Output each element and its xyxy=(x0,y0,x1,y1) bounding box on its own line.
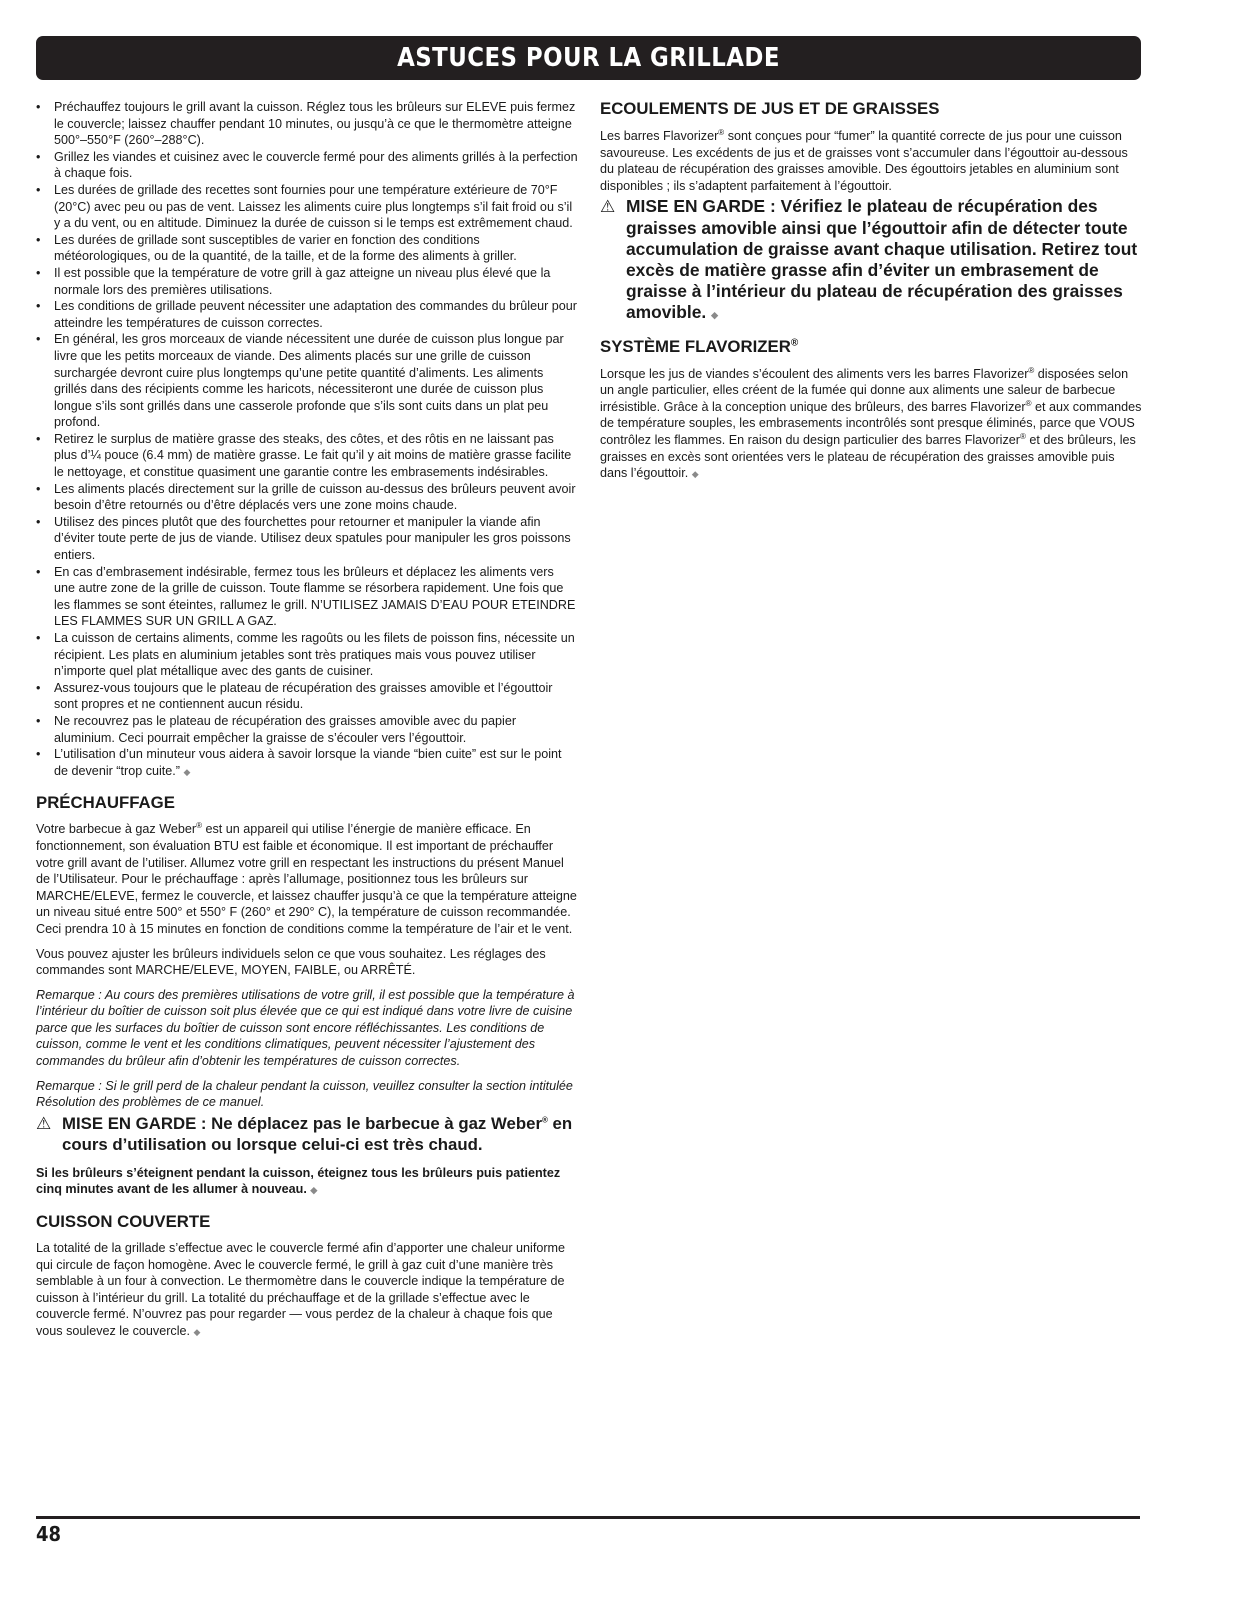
drippings-paragraph: Les barres Flavorizer® sont conçues pour “fumer” la quantité correcte de jus pour une cuisson savoureuse. Les excédents de jus et de graisses vont s’accumuler dans l’égouttoir au-dessous du plateau de récupération des graisses amovible. Des égouttoirs jetables en aluminium sont disponibles ; ils s’adaptent parfaitement à l’égouttoir. xyxy=(600,127,1128,193)
tip-item: • Retirez le surplus de matière grasse des steaks, des côtes, et des rôtis en ne laissant pas plus d’¼ pouce (6.4 mm) de matière grasse. Le fait qu’il y ait moins de matière grasse facilite le nettoyage, et constitue quasiment une garantie contre les embrasements indésirables. xyxy=(36,431,578,481)
page-number: 48 xyxy=(36,1522,62,1546)
tip-item: • Les durées de grillade des recettes sont fournies pour une température extérieure de 70°F (20°C) avec peu ou pas de vent. Laissez les aliments cuire plus longtemps s’il fait froid ou s’il y a du vent, ou en altitude. Diminuez la durée de cuisson si le temps est extrêmement chaud. xyxy=(36,182,578,232)
preheat-warning: ⚠ MISE EN GARDE : Ne déplacez pas le barbecue à gaz Weber® en cours d’utilisation ou lorsque celui-ci est très chaud. xyxy=(36,1113,573,1154)
right-column xyxy=(600,99,1143,483)
left-column xyxy=(36,99,578,1341)
tip-item-last xyxy=(36,746,578,780)
tip-item: • Il est possible que la température de votre grill à gaz atteigne un niveau plus élevé que la normale lors des premières utilisations. xyxy=(36,265,578,298)
tip-text: L’utilisation d’un minuteur vous aidera à savoir lorsque la viande “bien cuite” est sur le point de devenir “trop cuite.” xyxy=(54,747,562,778)
warning-triangle-icon: ⚠ xyxy=(36,1113,52,1133)
tip-item: • En cas d’embrasement indésirable, fermez tous les brûleurs et déplacez les aliments vers une autre zone de la grille de cuisson. Toute flamme se résorbera rapidement. Une fois que les flammes se sont éteintes, rallumez le grill. N’UTILISEZ JAMAIS D’EAU POUR ETEINDRE LES FLAMMES SUR UN GRILL A GAZ. xyxy=(36,564,578,630)
preheat-burner-note: Si les brûleurs s’éteignent pendant la cuisson, éteignez tous les brûleurs puis patientez cinq minutes avant de les allumer à nouveau. ◆ xyxy=(36,1165,561,1197)
tip-item: • Ne recouvrez pas le plateau de récupération des graisses amovible avec du papier aluminium. Ceci pourrait empêcher la graisse de s’écouler vers l’égouttoir. xyxy=(36,713,578,746)
tip-item: • La cuisson de certains aliments, comme les ragoûts ou les filets de poisson fins, nécessite un récipient. Les plats en aluminium jetables sont très pratiques mais vous pouvez utiliser n’importe quel plat métallique avec des gants de cuisiner. xyxy=(36,630,578,680)
tip-item: • Préchauffez toujours le grill avant la cuisson. Réglez tous les brûleurs sur ELEVE puis fermez le couvercle; laissez chauffer pendant 10 minutes, ou jusqu’à ce que le thermomètre atteigne 500°–550°F (260°–288°C). xyxy=(36,99,578,149)
footer-rule xyxy=(36,1516,1140,1519)
warning-triangle-icon: ⚠ xyxy=(600,197,616,217)
page-title: ASTUCES POUR LA GRILLADE xyxy=(397,43,780,73)
end-mark-icon: ◆ xyxy=(691,469,699,480)
page-header-bar xyxy=(36,36,1141,80)
covered-paragraph: La totalité de la grillade s’effectue avec le couvercle fermé afin d’apporter une chaleur uniforme qui circule de façon homogène. Avec le couvercle fermé, le grill à gaz cuit d’une manière très semblable à un four à convection. Le thermomètre dans le couvercle indique la température de cuisson à l’intérieur du grill. La totalité du préchauffage et de la grillade s’effectue avec le couvercle fermé. N’ouvrez pas pour regarder — vous perdez de la chaleur à chaque fois que vous soulevez le couvercle. ◆ xyxy=(36,1241,566,1338)
tip-item: • Grillez les viandes et cuisinez avec le couvercle fermé pour des aliments grillés à la perfection à chaque fois. xyxy=(36,149,578,182)
end-mark-icon: ◆ xyxy=(310,1185,318,1196)
tip-item: • En général, les gros morceaux de viande nécessitent une durée de cuisson plus longue par livre que les petits morceaux de viande. Des aliments placés sur une grille de cuisson surchargée devront cuire plus longtemps qu’une petite quantité d’aliments. Les aliments grillés dans des récipients comme les haricots, nécessiteront une durée de cuisson plus longue s’ils sont grillés dans une casserole profonde que s’ils sont cuits dans un plat peu profond. xyxy=(36,331,578,431)
tip-item: • Assurez-vous toujours que le plateau de récupération des graisses amovible et l’égouttoir sont propres et ne contiennent aucun résidu. xyxy=(36,680,578,713)
preheat-note-2: Remarque : Si le grill perd de la chaleur pendant la cuisson, veuillez consulter la section intitulée Résolution des problèmes de ce manuel. xyxy=(36,1078,573,1110)
flavorizer-paragraph: Lorsque les jus de viandes s’écoulent des aliments vers les barres Flavorizer® disposées selon un angle particulier, elles créent de la fumée qui donne aux aliments une saleur de barbecue irrésistible. Grâce à la conception unique des brûleurs, des barres Flavorizer® et aux commandes de température souples, les embrasements incontrôlés sont presque éliminés, parce que VOUS contrôlez les flammes. En raison du design particulier des barres Flavorizer® et des brûleurs, les graisses en excès sont orientées vers le plateau de récupération des graisses amovible puis dans l’égouttoir. ◆ xyxy=(600,365,1142,481)
preheat-paragraph-1: Votre barbecue à gaz Weber® est un appareil qui utilise l’énergie de manière efficace. En fonctionnement, son évaluation BTU est faible et économique. Il est important de préchauffer votre grill avant de l’utiliser. Allumez votre grill en respectant les instructions du présent Manuel de l’Utilisateur. Pour le préchauffage : après l’allumage, positionnez tous les brûleurs sur MARCHE/ELEVE, fermez le couvercle, et laissez chauffer jusqu’à ce que la température atteigne un niveau situé entre 500° et 550° F (260° et 290° C), la température de cuisson recommandée. Ceci prendra 10 à 15 minutes en fonction de conditions comme la température de l’air et le vent. xyxy=(36,821,577,936)
end-mark-icon: ◆ xyxy=(193,1327,201,1337)
tips-list xyxy=(36,99,578,780)
drippings-warning: ⚠ MISE EN GARDE : Vérifiez le plateau de récupération des graisses amovible ainsi que l’égouttoir afin de détecter toute accumulation de graisse avant chaque utilisation. Retirez tout excès de matière grasse afin d’éviter un embrasement de graisse à l’intérieur du plateau de récupération des graisses amovible. ◆ xyxy=(600,196,1138,323)
tip-item: • Les aliments placés directement sur la grille de cuisson au-dessus des brûleurs peuvent avoir besoin d’être retournés ou d’être déplacés vers une zone moins chaude. xyxy=(36,481,578,514)
covered-heading: CUISSON COUVERTE xyxy=(36,1212,211,1232)
end-mark-icon: ◆ xyxy=(183,766,191,777)
preheat-note-1: Remarque : Au cours des premières utilisations de votre grill, il est possible que la température à l’intérieur du boîtier de cuisson soit plus élevée que ce qui est indiqué dans votre livre de cuisine parce que les surfaces du boîtier de cuisson sont encore réfléchissantes. Les conditions de cuisson, comme le vent et les conditions climatiques, peuvent nécessiter l’ajustement des commandes du brûleur afin d’obtenir les températures de cuisson correctes. xyxy=(36,987,575,1069)
preheat-paragraph-2: Vous pouvez ajuster les brûleurs individuels selon ce que vous souhaitez. Les réglages des commandes sont MARCHE/ELEVE, MOYEN, FAIBLE, ou ARRÊTÉ. xyxy=(36,946,546,978)
drippings-heading: ECOULEMENTS DE JUS ET DE GRAISSES xyxy=(600,99,940,118)
preheat-heading: PRÉCHAUFFAGE xyxy=(36,793,175,813)
end-mark-icon: ◆ xyxy=(711,310,718,321)
flavorizer-heading: SYSTÈME FLAVORIZER® xyxy=(600,336,799,356)
tip-item: • Les conditions de grillade peuvent nécessiter une adaptation des commandes du brûleur pour atteindre les températures de cuisson correctes. xyxy=(36,298,578,331)
tip-item: • Utilisez des pinces plutôt que des fourchettes pour retourner et manipuler la viande afin d’éviter toute perte de jus de viande. Utilisez deux spatules pour manipuler les gros poissons entiers. xyxy=(36,514,578,564)
tip-item: • Les durées de grillade sont susceptibles de varier en fonction des conditions météorologiques, ou de la quantité, de la taille, et de la forme des aliments à griller. xyxy=(36,232,578,265)
